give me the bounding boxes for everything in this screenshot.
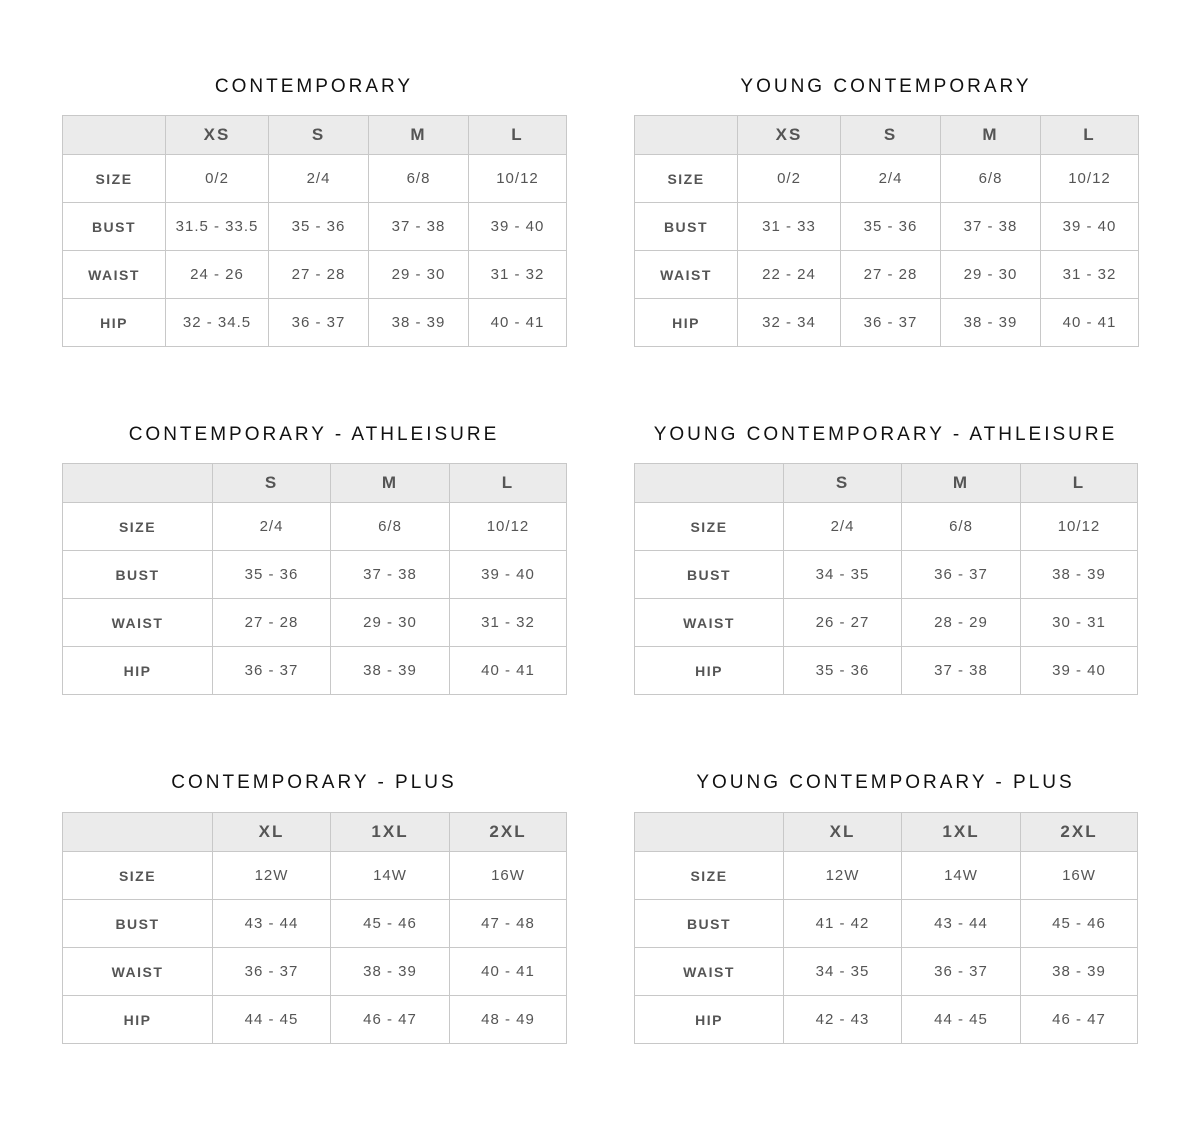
table-row-bust: [63, 900, 567, 948]
measurement-cell: 14W: [902, 852, 1021, 900]
measurement-cell: 31 - 32: [1041, 251, 1139, 299]
row-label: WAIST: [635, 599, 784, 647]
table-row-waist: [63, 948, 567, 996]
header-row: [635, 464, 1138, 503]
size-chart-young-contemporary-athleisure: [634, 424, 1137, 679]
table-row-size: [63, 852, 567, 900]
measurement-cell: 31 - 32: [469, 251, 567, 299]
measurement-cell: 37 - 38: [941, 203, 1041, 251]
table-row-waist: [63, 599, 567, 647]
measurement-cell: 35 - 36: [269, 203, 369, 251]
measurement-cell: 31 - 32: [450, 599, 567, 647]
header-corner-cell: [63, 116, 166, 155]
row-label: HIP: [63, 647, 213, 695]
measurement-cell: 10/12: [1021, 503, 1138, 551]
measurement-cell: 16W: [450, 852, 567, 900]
table-row-bust: [635, 203, 1139, 251]
table-row-hip: [63, 996, 567, 1044]
row-label: HIP: [63, 996, 213, 1044]
measurement-cell: 0/2: [166, 155, 269, 203]
chart-title: CONTEMPORARY: [214, 76, 414, 97]
chart-title: YOUNG CONTEMPORARY - PLUS: [696, 772, 1075, 793]
column-header-s: S: [213, 464, 331, 503]
measurement-cell: 39 - 40: [1041, 203, 1139, 251]
measurement-cell: 2/4: [269, 155, 369, 203]
column-header-l: L: [1041, 116, 1139, 155]
row-label: WAIST: [635, 251, 738, 299]
measurement-cell: 37 - 38: [331, 551, 450, 599]
measurement-cell: 47 - 48: [450, 900, 567, 948]
measurement-cell: 28 - 29: [902, 599, 1021, 647]
row-label: BUST: [63, 900, 213, 948]
column-header-s: S: [269, 116, 369, 155]
table-row-hip: [635, 647, 1138, 695]
row-label: BUST: [635, 900, 784, 948]
column-header-2xl: 2XL: [450, 813, 567, 852]
column-header-l: L: [450, 464, 567, 503]
row-label: BUST: [63, 203, 166, 251]
measurement-cell: 6/8: [331, 503, 450, 551]
header-row: [635, 116, 1139, 155]
measurement-cell: 22 - 24: [738, 251, 841, 299]
measurement-cell: 37 - 38: [902, 647, 1021, 695]
table-row-waist: [635, 251, 1139, 299]
measurement-cell: 40 - 41: [469, 299, 567, 347]
header-row: [63, 116, 567, 155]
table-row-bust: [635, 551, 1138, 599]
chart-title: YOUNG CONTEMPORARY - ATHLEISURE: [653, 424, 1118, 445]
table-row-hip: [635, 299, 1139, 347]
header-corner-cell: [635, 116, 738, 155]
header-row: [63, 464, 567, 503]
row-label: BUST: [635, 203, 738, 251]
row-label: WAIST: [63, 948, 213, 996]
size-table: [62, 463, 567, 695]
column-header-xs: XS: [166, 116, 269, 155]
row-label: SIZE: [635, 852, 784, 900]
measurement-cell: 40 - 41: [1041, 299, 1139, 347]
chart-title: CONTEMPORARY - PLUS: [171, 772, 457, 793]
table-row-size: [63, 155, 567, 203]
size-chart-young-contemporary: [634, 76, 1138, 331]
measurement-cell: 12W: [213, 852, 331, 900]
measurement-cell: 2/4: [784, 503, 902, 551]
measurement-cell: 32 - 34.5: [166, 299, 269, 347]
table-row-hip: [635, 996, 1138, 1044]
measurement-cell: 45 - 46: [331, 900, 450, 948]
size-table: [634, 463, 1138, 695]
chart-title: YOUNG CONTEMPORARY: [740, 76, 1032, 97]
column-header-m: M: [941, 116, 1041, 155]
measurement-cell: 43 - 44: [902, 900, 1021, 948]
size-table: [62, 115, 567, 347]
measurement-cell: 16W: [1021, 852, 1138, 900]
measurement-cell: 6/8: [941, 155, 1041, 203]
column-header-s: S: [841, 116, 941, 155]
column-header-2xl: 2XL: [1021, 813, 1138, 852]
measurement-cell: 36 - 37: [213, 948, 331, 996]
measurement-cell: 6/8: [902, 503, 1021, 551]
table-row-waist: [635, 599, 1138, 647]
measurement-cell: 37 - 38: [369, 203, 469, 251]
measurement-cell: 0/2: [738, 155, 841, 203]
table-row-bust: [635, 900, 1138, 948]
column-header-l: L: [469, 116, 567, 155]
measurement-cell: 38 - 39: [1021, 948, 1138, 996]
column-header-s: S: [784, 464, 902, 503]
measurement-cell: 39 - 40: [1021, 647, 1138, 695]
column-header-xl: XL: [213, 813, 331, 852]
header-corner-cell: [63, 464, 213, 503]
header-row: [63, 813, 567, 852]
column-header-m: M: [331, 464, 450, 503]
measurement-cell: 35 - 36: [213, 551, 331, 599]
chart-title: CONTEMPORARY - ATHLEISURE: [128, 424, 500, 445]
row-label: HIP: [63, 299, 166, 347]
measurement-cell: 10/12: [469, 155, 567, 203]
measurement-cell: 27 - 28: [213, 599, 331, 647]
table-row-waist: [635, 948, 1138, 996]
measurement-cell: 35 - 36: [784, 647, 902, 695]
measurement-cell: 36 - 37: [841, 299, 941, 347]
table-row-bust: [63, 203, 567, 251]
table-row-size: [635, 852, 1138, 900]
row-label: WAIST: [63, 251, 166, 299]
row-label: SIZE: [63, 155, 166, 203]
measurement-cell: 34 - 35: [784, 948, 902, 996]
measurement-cell: 36 - 37: [902, 551, 1021, 599]
table-row-size: [63, 503, 567, 551]
row-label: WAIST: [635, 948, 784, 996]
measurement-cell: 2/4: [213, 503, 331, 551]
row-label: WAIST: [63, 599, 213, 647]
size-table: [62, 812, 567, 1044]
measurement-cell: 39 - 40: [450, 551, 567, 599]
measurement-cell: 38 - 39: [941, 299, 1041, 347]
measurement-cell: 40 - 41: [450, 647, 567, 695]
row-label: SIZE: [63, 852, 213, 900]
measurement-cell: 10/12: [1041, 155, 1139, 203]
measurement-cell: 38 - 39: [1021, 551, 1138, 599]
measurement-cell: 40 - 41: [450, 948, 567, 996]
measurement-cell: 29 - 30: [941, 251, 1041, 299]
column-header-1xl: 1XL: [331, 813, 450, 852]
measurement-cell: 14W: [331, 852, 450, 900]
header-corner-cell: [63, 813, 213, 852]
column-header-xs: XS: [738, 116, 841, 155]
measurement-cell: 42 - 43: [784, 996, 902, 1044]
measurement-cell: 46 - 47: [331, 996, 450, 1044]
header-row: [635, 813, 1138, 852]
measurement-cell: 32 - 34: [738, 299, 841, 347]
measurement-cell: 12W: [784, 852, 902, 900]
measurement-cell: 48 - 49: [450, 996, 567, 1044]
measurement-cell: 29 - 30: [331, 599, 450, 647]
measurement-cell: 38 - 39: [369, 299, 469, 347]
measurement-cell: 10/12: [450, 503, 567, 551]
header-corner-cell: [635, 464, 784, 503]
table-row-hip: [63, 299, 567, 347]
size-chart-contemporary-athleisure: [62, 424, 566, 679]
table-row-size: [635, 155, 1139, 203]
measurement-cell: 27 - 28: [841, 251, 941, 299]
row-label: BUST: [635, 551, 784, 599]
size-table: [634, 115, 1139, 347]
measurement-cell: 30 - 31: [1021, 599, 1138, 647]
size-chart-contemporary: [62, 76, 566, 331]
measurement-cell: 36 - 37: [213, 647, 331, 695]
row-label: HIP: [635, 647, 784, 695]
table-row-waist: [63, 251, 567, 299]
row-label: SIZE: [635, 503, 784, 551]
measurement-cell: 35 - 36: [841, 203, 941, 251]
measurement-cell: 39 - 40: [469, 203, 567, 251]
table-row-size: [635, 503, 1138, 551]
column-header-l: L: [1021, 464, 1138, 503]
measurement-cell: 34 - 35: [784, 551, 902, 599]
column-header-m: M: [902, 464, 1021, 503]
column-header-1xl: 1XL: [902, 813, 1021, 852]
row-label: HIP: [635, 996, 784, 1044]
measurement-cell: 36 - 37: [902, 948, 1021, 996]
measurement-cell: 45 - 46: [1021, 900, 1138, 948]
column-header-xl: XL: [784, 813, 902, 852]
measurement-cell: 2/4: [841, 155, 941, 203]
measurement-cell: 38 - 39: [331, 948, 450, 996]
header-corner-cell: [635, 813, 784, 852]
measurement-cell: 29 - 30: [369, 251, 469, 299]
measurement-cell: 36 - 37: [269, 299, 369, 347]
size-chart-contemporary-plus: [62, 772, 566, 1028]
column-header-m: M: [369, 116, 469, 155]
row-label: BUST: [63, 551, 213, 599]
row-label: SIZE: [635, 155, 738, 203]
table-row-bust: [63, 551, 567, 599]
table-row-hip: [63, 647, 567, 695]
measurement-cell: 43 - 44: [213, 900, 331, 948]
measurement-cell: 44 - 45: [902, 996, 1021, 1044]
measurement-cell: 31 - 33: [738, 203, 841, 251]
measurement-cell: 46 - 47: [1021, 996, 1138, 1044]
measurement-cell: 38 - 39: [331, 647, 450, 695]
measurement-cell: 44 - 45: [213, 996, 331, 1044]
row-label: SIZE: [63, 503, 213, 551]
measurement-cell: 41 - 42: [784, 900, 902, 948]
measurement-cell: 27 - 28: [269, 251, 369, 299]
row-label: HIP: [635, 299, 738, 347]
measurement-cell: 31.5 - 33.5: [166, 203, 269, 251]
size-table: [634, 812, 1138, 1044]
measurement-cell: 24 - 26: [166, 251, 269, 299]
measurement-cell: 26 - 27: [784, 599, 902, 647]
measurement-cell: 6/8: [369, 155, 469, 203]
size-chart-young-contemporary-plus: [634, 772, 1137, 1028]
